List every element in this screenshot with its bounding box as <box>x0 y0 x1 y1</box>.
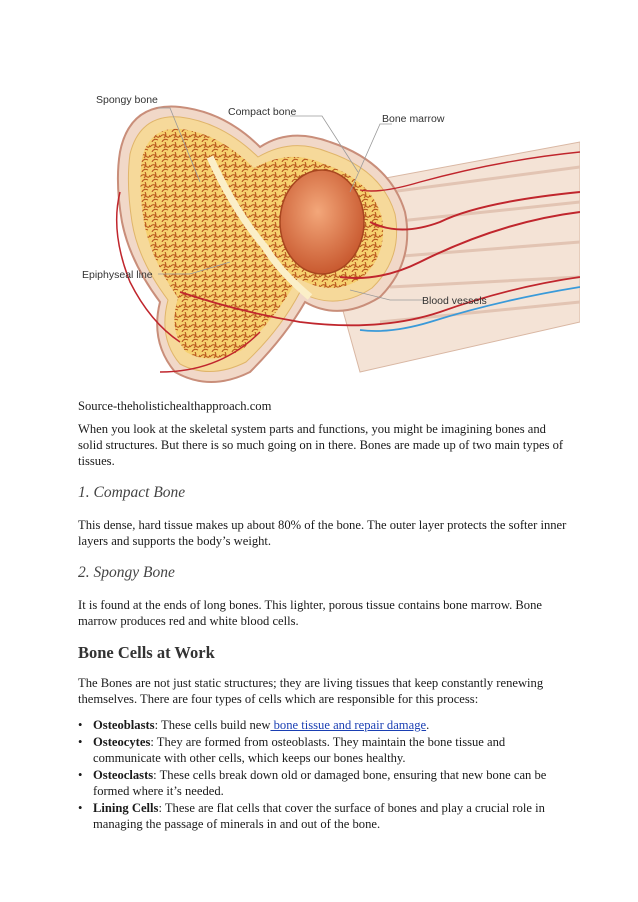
spongy-bone-paragraph: It is found at the ends of long bones. This lighter, porous tissue contains bone marrow. Bone marrow produces red and white blood cells. <box>78 598 542 628</box>
bullet-icon: • <box>78 735 83 749</box>
compact-bone-heading: 1. Compact Bone <box>78 484 186 501</box>
image-source-caption: Source-theholistichealthapproach.com <box>78 399 272 413</box>
label-blood-vessels: Blood vessels <box>422 295 487 307</box>
osteoblasts-text: : These cells build new <box>154 718 271 732</box>
osteocytes-text: : They are formed from osteoblasts. They maintain the bone tissue and communicate with other cells, which keeps our bones healthy. <box>93 735 506 765</box>
label-compact-bone: Compact bone <box>228 106 297 118</box>
label-spongy-bone: Spongy bone <box>96 94 158 106</box>
osteoclasts-text: : These cells break down old or damaged bone, ensuring that new bone can be formed where it’s needed. <box>93 768 547 798</box>
list-item-osteoblasts <box>78 717 568 733</box>
term-osteocytes: Osteocytes <box>93 735 151 749</box>
list-item-lining-cells <box>78 800 568 832</box>
bone-anatomy-svg <box>60 72 580 394</box>
article-content <box>78 398 568 833</box>
compact-bone-paragraph: This dense, hard tissue makes up about 80% of the bone. The outer layer protects the softer inner layers and supports the body’s weight. <box>78 518 567 548</box>
label-bone-marrow: Bone marrow <box>382 113 445 125</box>
term-osteoblasts: Osteoblasts <box>93 718 155 732</box>
lining-cells-text: : These are flat cells that cover the surface of bones and play a crucial role in managing the passage of minerals in and out of the bone. <box>93 801 545 831</box>
bone-cells-heading: Bone Cells at Work <box>78 643 215 662</box>
term-lining-cells: Lining Cells <box>93 801 159 815</box>
list-item-osteoclasts <box>78 767 568 799</box>
intro-paragraph: When you look at the skeletal system parts and functions, you might be imagining bones and solid structures. But there is so much going on in there. Bones are made up of two main types of tissues. <box>78 422 564 468</box>
bullet-icon: • <box>78 768 83 782</box>
bone-tissue-repair-link[interactable]: bone tissue and repair damage <box>270 718 427 732</box>
bone-cells-list <box>78 717 568 832</box>
term-osteoclasts: Osteoclasts <box>93 768 154 782</box>
bone-anatomy-illustration <box>60 72 580 394</box>
bullet-icon: • <box>78 718 83 732</box>
bone-cells-intro: The Bones are not just static structures; they are living tissues that keep constantly renewing themselves. There are four types of cells which are responsible for this process: <box>78 676 544 706</box>
list-item-osteocytes <box>78 734 568 766</box>
bone-marrow <box>280 170 364 274</box>
spongy-bone-heading: 2. Spongy Bone <box>78 564 175 581</box>
osteoblasts-text-end: . <box>426 718 430 732</box>
bullet-icon: • <box>78 801 83 815</box>
label-epiphyseal-line: Epiphyseal line <box>82 269 153 281</box>
